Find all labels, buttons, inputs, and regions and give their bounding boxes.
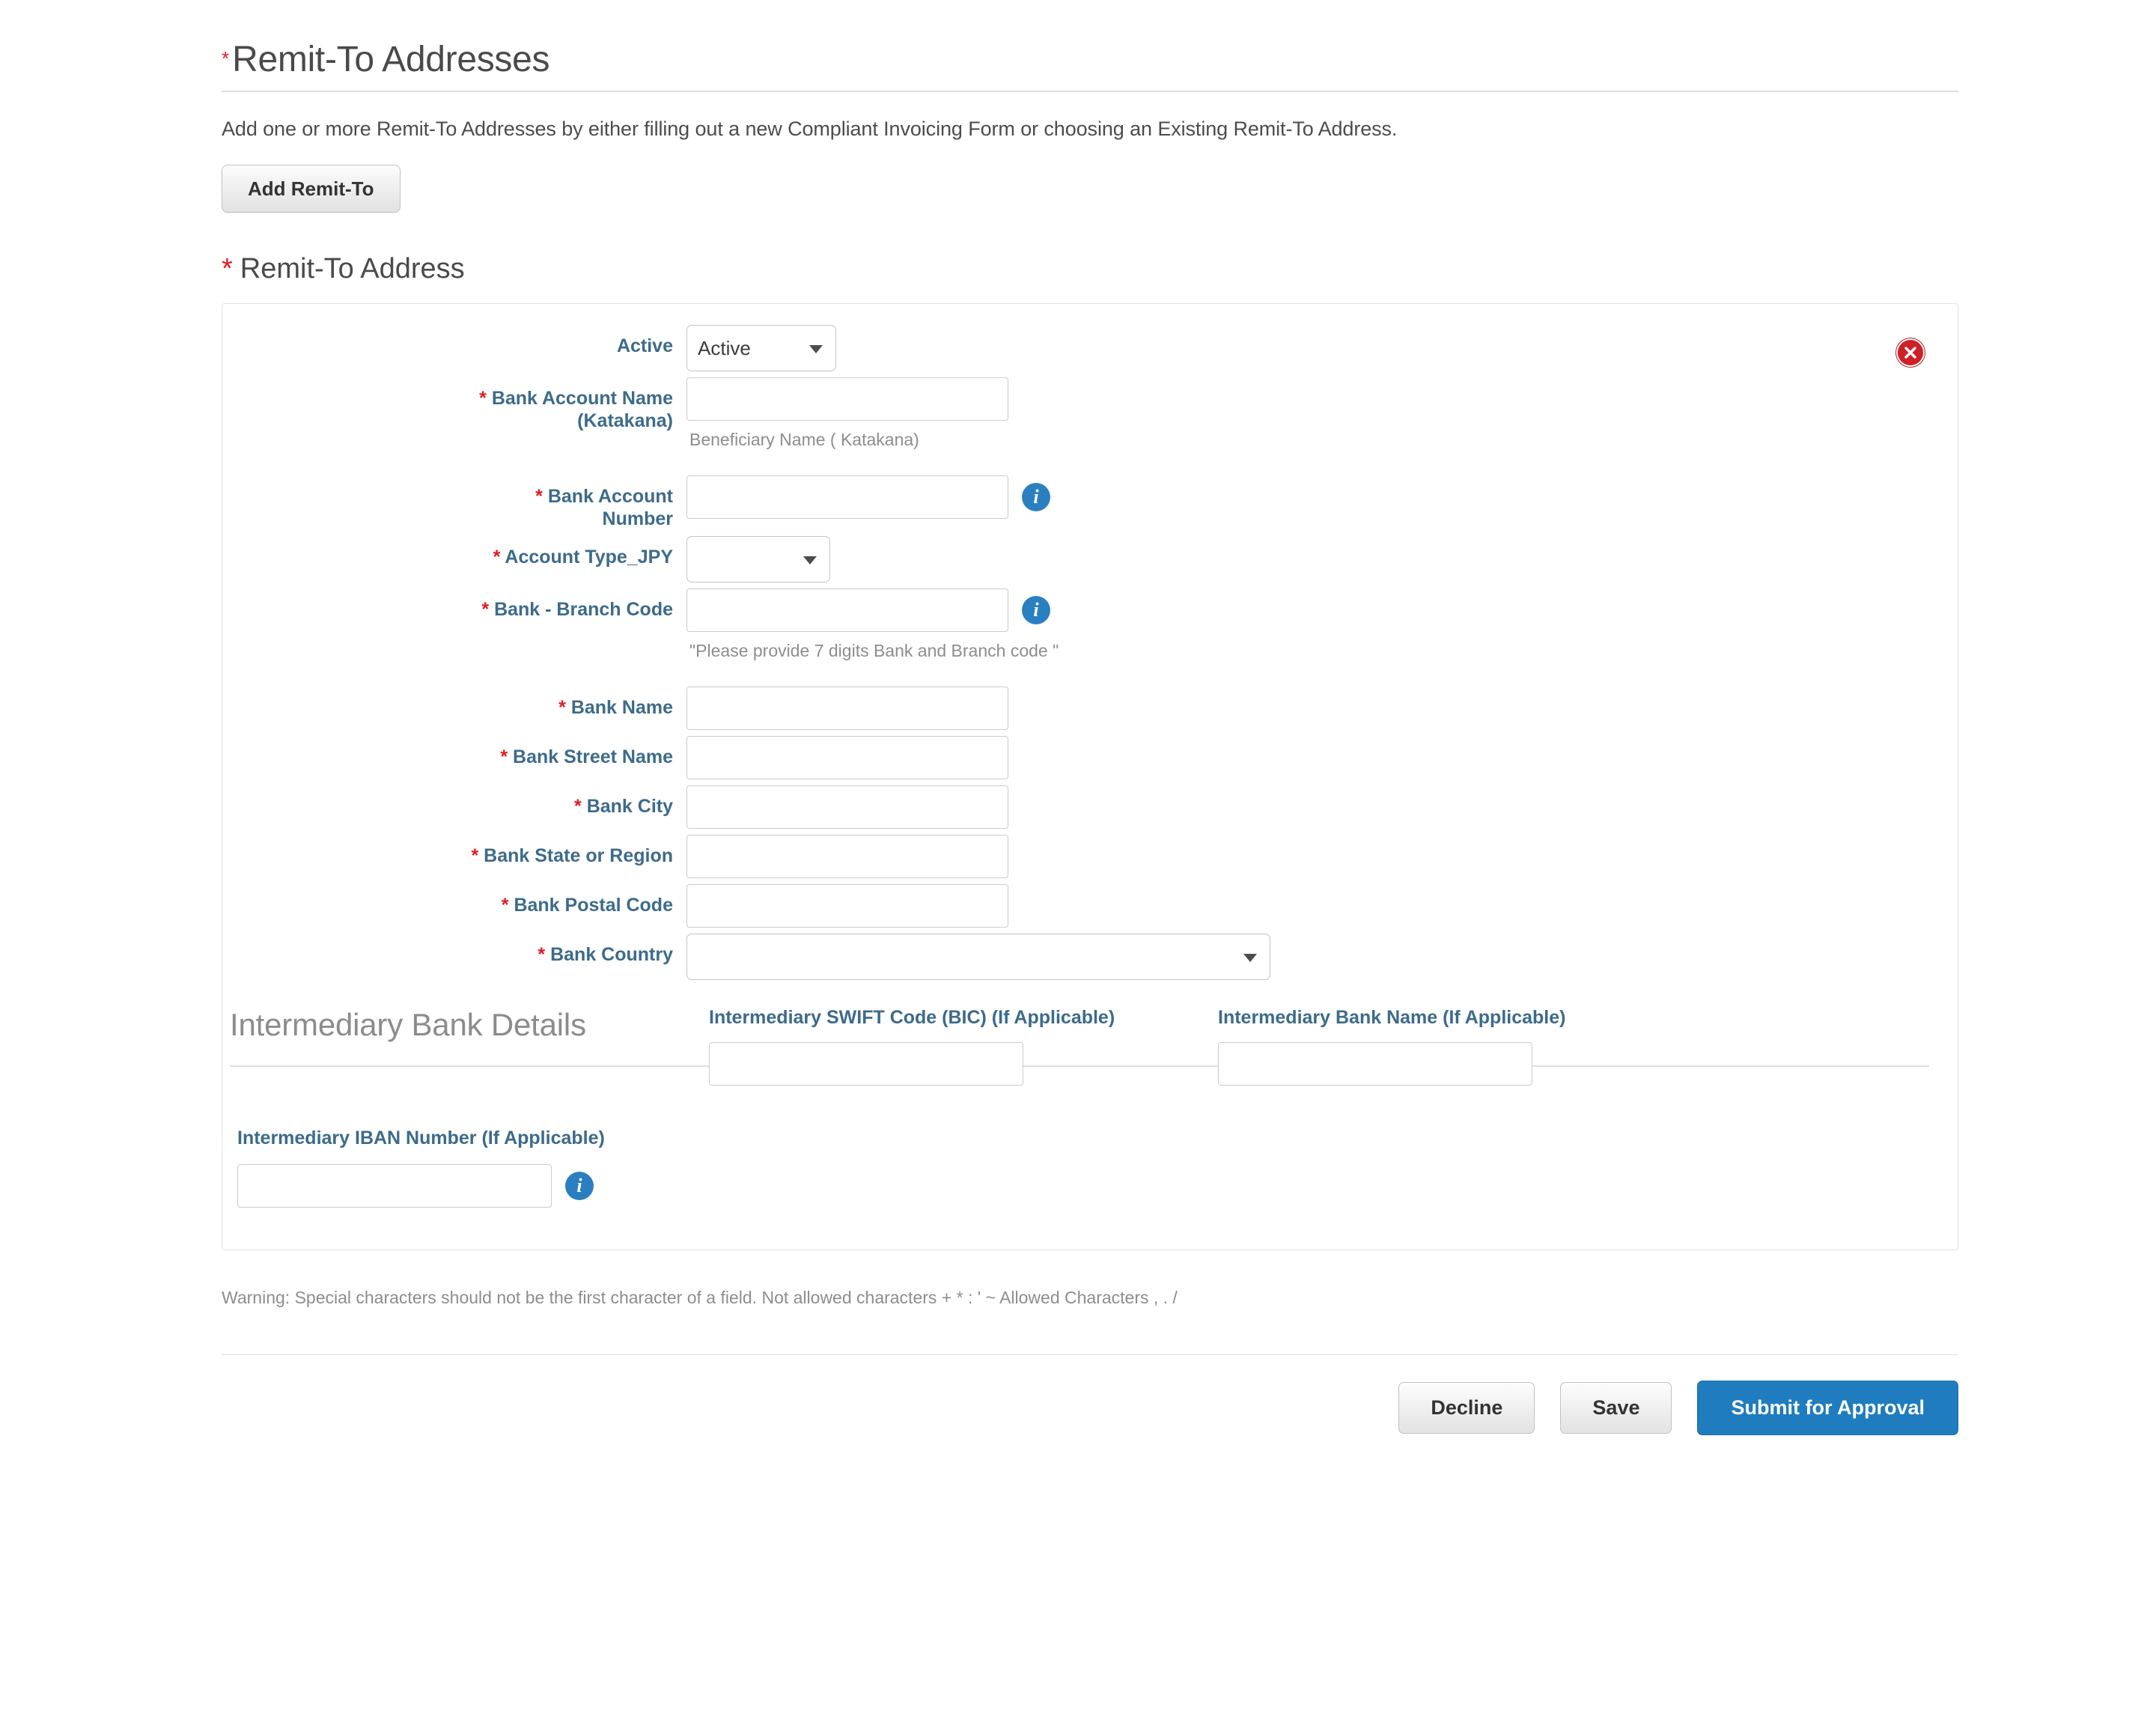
label-text: Bank Country [550,944,673,965]
control-bank-state-or-region [686,835,1958,878]
intermediary-iban-input[interactable] [237,1164,552,1208]
required-marker: * [558,697,566,718]
field-row-bank-name [222,687,1958,730]
label-intermediary-swift: Intermediary SWIFT Code (BIC) (If Applicable) [709,1007,1115,1028]
bank-city-input[interactable] [686,785,1008,829]
add-remit-to-button[interactable]: Add Remit-To [222,165,401,213]
helper-bank-account-name-katakana: Beneficiary Name ( Katakana) [689,430,919,449]
intermediary-iban-input-wrap [237,1164,1958,1208]
info-icon[interactable]: i [565,1172,594,1200]
intermediary-columns [230,1007,1958,1086]
label-text-line1: Bank Account Name [491,388,673,409]
bank-name-input[interactable] [686,687,1008,730]
control-bank-street-name [686,736,1958,779]
control-bank-branch-code [686,588,1958,681]
label-bank-account-name-katakana [222,377,686,432]
account-type-jpy-select[interactable] [686,536,830,582]
required-marker: * [479,388,487,409]
label-text: Bank Name [570,697,673,718]
field-row-account-type-jpy [222,536,1958,582]
label-text-line1: Bank Account [547,486,673,507]
field-row-bank-country [222,934,1958,980]
intermediary-bank-name-field [1218,1007,1727,1086]
control-bank-name [686,687,1958,730]
label-text-line2: Number [602,508,673,529]
bank-account-name-katakana-input[interactable] [686,377,1008,421]
bank-state-or-region-input[interactable] [686,835,1008,878]
control-bank-account-number [686,475,1958,519]
label-text-line2: (Katakana) [577,410,673,431]
required-marker: * [574,796,582,817]
label-text: Bank Street Name [513,746,673,767]
label-text: Bank Postal Code [514,895,673,916]
field-row-bank-postal-code [222,884,1958,928]
control-bank-city [686,785,1958,829]
info-icon[interactable]: i [1022,483,1050,511]
label-bank-name [222,687,686,719]
control-bank-country [686,934,1958,980]
page-intro-text: Add one or more Remit-To Addresses by either filling out a new Compliant Invoicing Form or choosing an Existing Remit-To Address. [222,118,1398,140]
control-account-type-jpy [686,536,1958,582]
remit-to-address-subtitle: Remit-To Address [240,253,465,285]
label-bank-country [222,934,686,967]
field-row-bank-city [222,785,1958,829]
form-footer-actions [222,1354,1958,1435]
intermediary-swift-field [709,1007,1218,1086]
active-select[interactable] [686,325,836,371]
label-bank-city [222,785,686,818]
bank-country-select[interactable] [686,934,1270,980]
bank-branch-code-input[interactable] [686,588,1008,632]
decline-button[interactable]: Decline [1398,1382,1535,1434]
remit-to-address-subtitle-block [222,253,1958,285]
label-bank-account-number [222,475,686,530]
label-bank-state-or-region [222,835,686,868]
intermediary-section-title: Intermediary Bank Details [230,1007,586,1042]
intermediary-swift-input[interactable] [709,1042,1023,1086]
control-active [686,325,1958,371]
bank-street-name-input[interactable] [686,736,1008,779]
label-intermediary-bank-name: Intermediary Bank Name (If Applicable) [1218,1007,1566,1028]
label-text: Bank - Branch Code [494,599,673,620]
page-title-block [222,0,1958,92]
required-marker: * [493,547,501,568]
control-bank-postal-code [686,884,1958,928]
field-row-bank-branch-code [222,588,1958,681]
bank-branch-code-input-wrap [686,588,1958,632]
label-bank-postal-code [222,884,686,917]
label-bank-branch-code [222,588,686,621]
intermediary-bank-name-input[interactable] [1218,1042,1532,1086]
required-marker: * [222,47,230,70]
field-row-bank-account-name-katakana [222,377,1958,469]
save-button[interactable]: Save [1560,1382,1672,1434]
bank-postal-code-input[interactable] [686,884,1008,928]
label-intermediary-iban: Intermediary IBAN Number (If Applicable) [237,1128,605,1148]
field-row-bank-state-or-region [222,835,1958,878]
info-icon[interactable]: i [1022,596,1050,624]
label-active: Active [616,335,673,356]
intermediary-iban-field [230,1128,1958,1208]
intermediary-bank-details-section [222,1007,1958,1208]
label-bank-street-name [222,736,686,769]
required-marker: * [500,746,508,767]
control-bank-account-name-katakana [686,377,1958,469]
required-marker: * [481,599,490,620]
required-marker: * [538,944,546,965]
bank-account-number-input[interactable] [686,475,1008,519]
special-characters-warning: Warning: Special characters should not be the first character of a field. Not allowed characters + * : ' ~ Allowed Characters , . / [222,1288,1178,1307]
bank-country-select-wrap [686,934,1270,980]
remit-to-form-container [222,0,1958,1435]
required-marker: * [501,895,509,916]
label-text: Bank State or Region [484,845,673,866]
field-row-bank-account-number [222,475,1958,530]
account-type-jpy-select-wrap [686,536,830,582]
field-row-active [222,325,1958,371]
label-text: Account Type_JPY [505,547,673,568]
active-select-wrap [686,325,836,371]
submit-for-approval-button[interactable]: Submit for Approval [1697,1381,1958,1435]
required-marker: * [535,486,543,507]
remit-to-address-card [222,303,1958,1250]
required-marker: * [471,845,479,866]
label-text: Bank City [586,796,673,817]
required-marker: * [222,253,233,285]
page-title: Remit-To Addresses [232,40,550,79]
label-account-type-jpy [222,536,686,569]
helper-bank-branch-code: "Please provide 7 digits Bank and Branch code " [689,641,1059,660]
field-row-bank-street-name [222,736,1958,779]
